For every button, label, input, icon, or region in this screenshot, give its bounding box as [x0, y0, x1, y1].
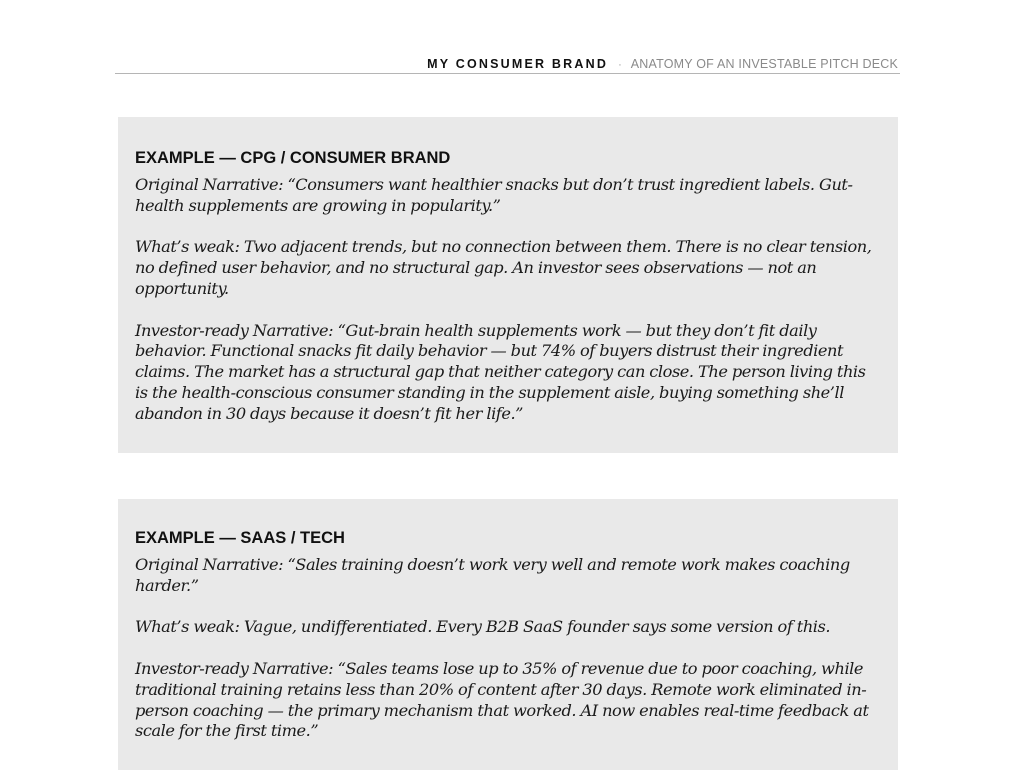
- header-separator: ·: [618, 59, 622, 71]
- document-subtitle: ANATOMY OF AN INVESTABLE PITCH DECK: [630, 57, 898, 71]
- original-narrative: Original Narrative: “Sales training doesn’t work very well and remote work makes coaching harder.”: [135, 555, 850, 595]
- example-card-saas: [118, 499, 898, 770]
- example-title: EXAMPLE — SAAS / TECH: [135, 529, 345, 547]
- example-card-cpg: [118, 117, 898, 453]
- investor-ready-narrative: Investor-ready Narrative: “Gut-brain health supplements work — but they don’t fit daily behavior. Functional snacks fit daily behavior — but 74% of buyers distrust their ingredient claims. The market has a structural gap that neither category can close. The person living this is the health-conscious consumer standing in the supplement aisle, buying something she’ll abandon in 30 days because it doesn’t fit her life.”: [135, 320, 866, 423]
- original-narrative: Original Narrative: “Consumers want healthier snacks but don’t trust ingredient labels. Gut-health supplements are growing in popularity.”: [135, 175, 853, 215]
- page-header: [115, 56, 900, 74]
- investor-ready-narrative: Investor-ready Narrative: “Sales teams lose up to 35% of revenue due to poor coaching, while traditional training retains less than 20% of content after 30 days. Remote work eliminated in-person coaching — the primary mechanism that worked. AI now enables real-time feedback at scale for the first time.”: [135, 658, 869, 741]
- example-title: EXAMPLE — CPG / CONSUMER BRAND: [135, 149, 451, 167]
- whats-weak: What’s weak: Vague, undifferentiated. Every B2B SaaS founder says some version of this.: [135, 617, 831, 637]
- whats-weak: What’s weak: Two adjacent trends, but no connection between them. There is no clear tension, no defined user behavior, and no structural gap. An investor sees observations — not an opportunity.: [135, 237, 872, 298]
- brand-name: MY CONSUMER BRAND: [427, 57, 609, 71]
